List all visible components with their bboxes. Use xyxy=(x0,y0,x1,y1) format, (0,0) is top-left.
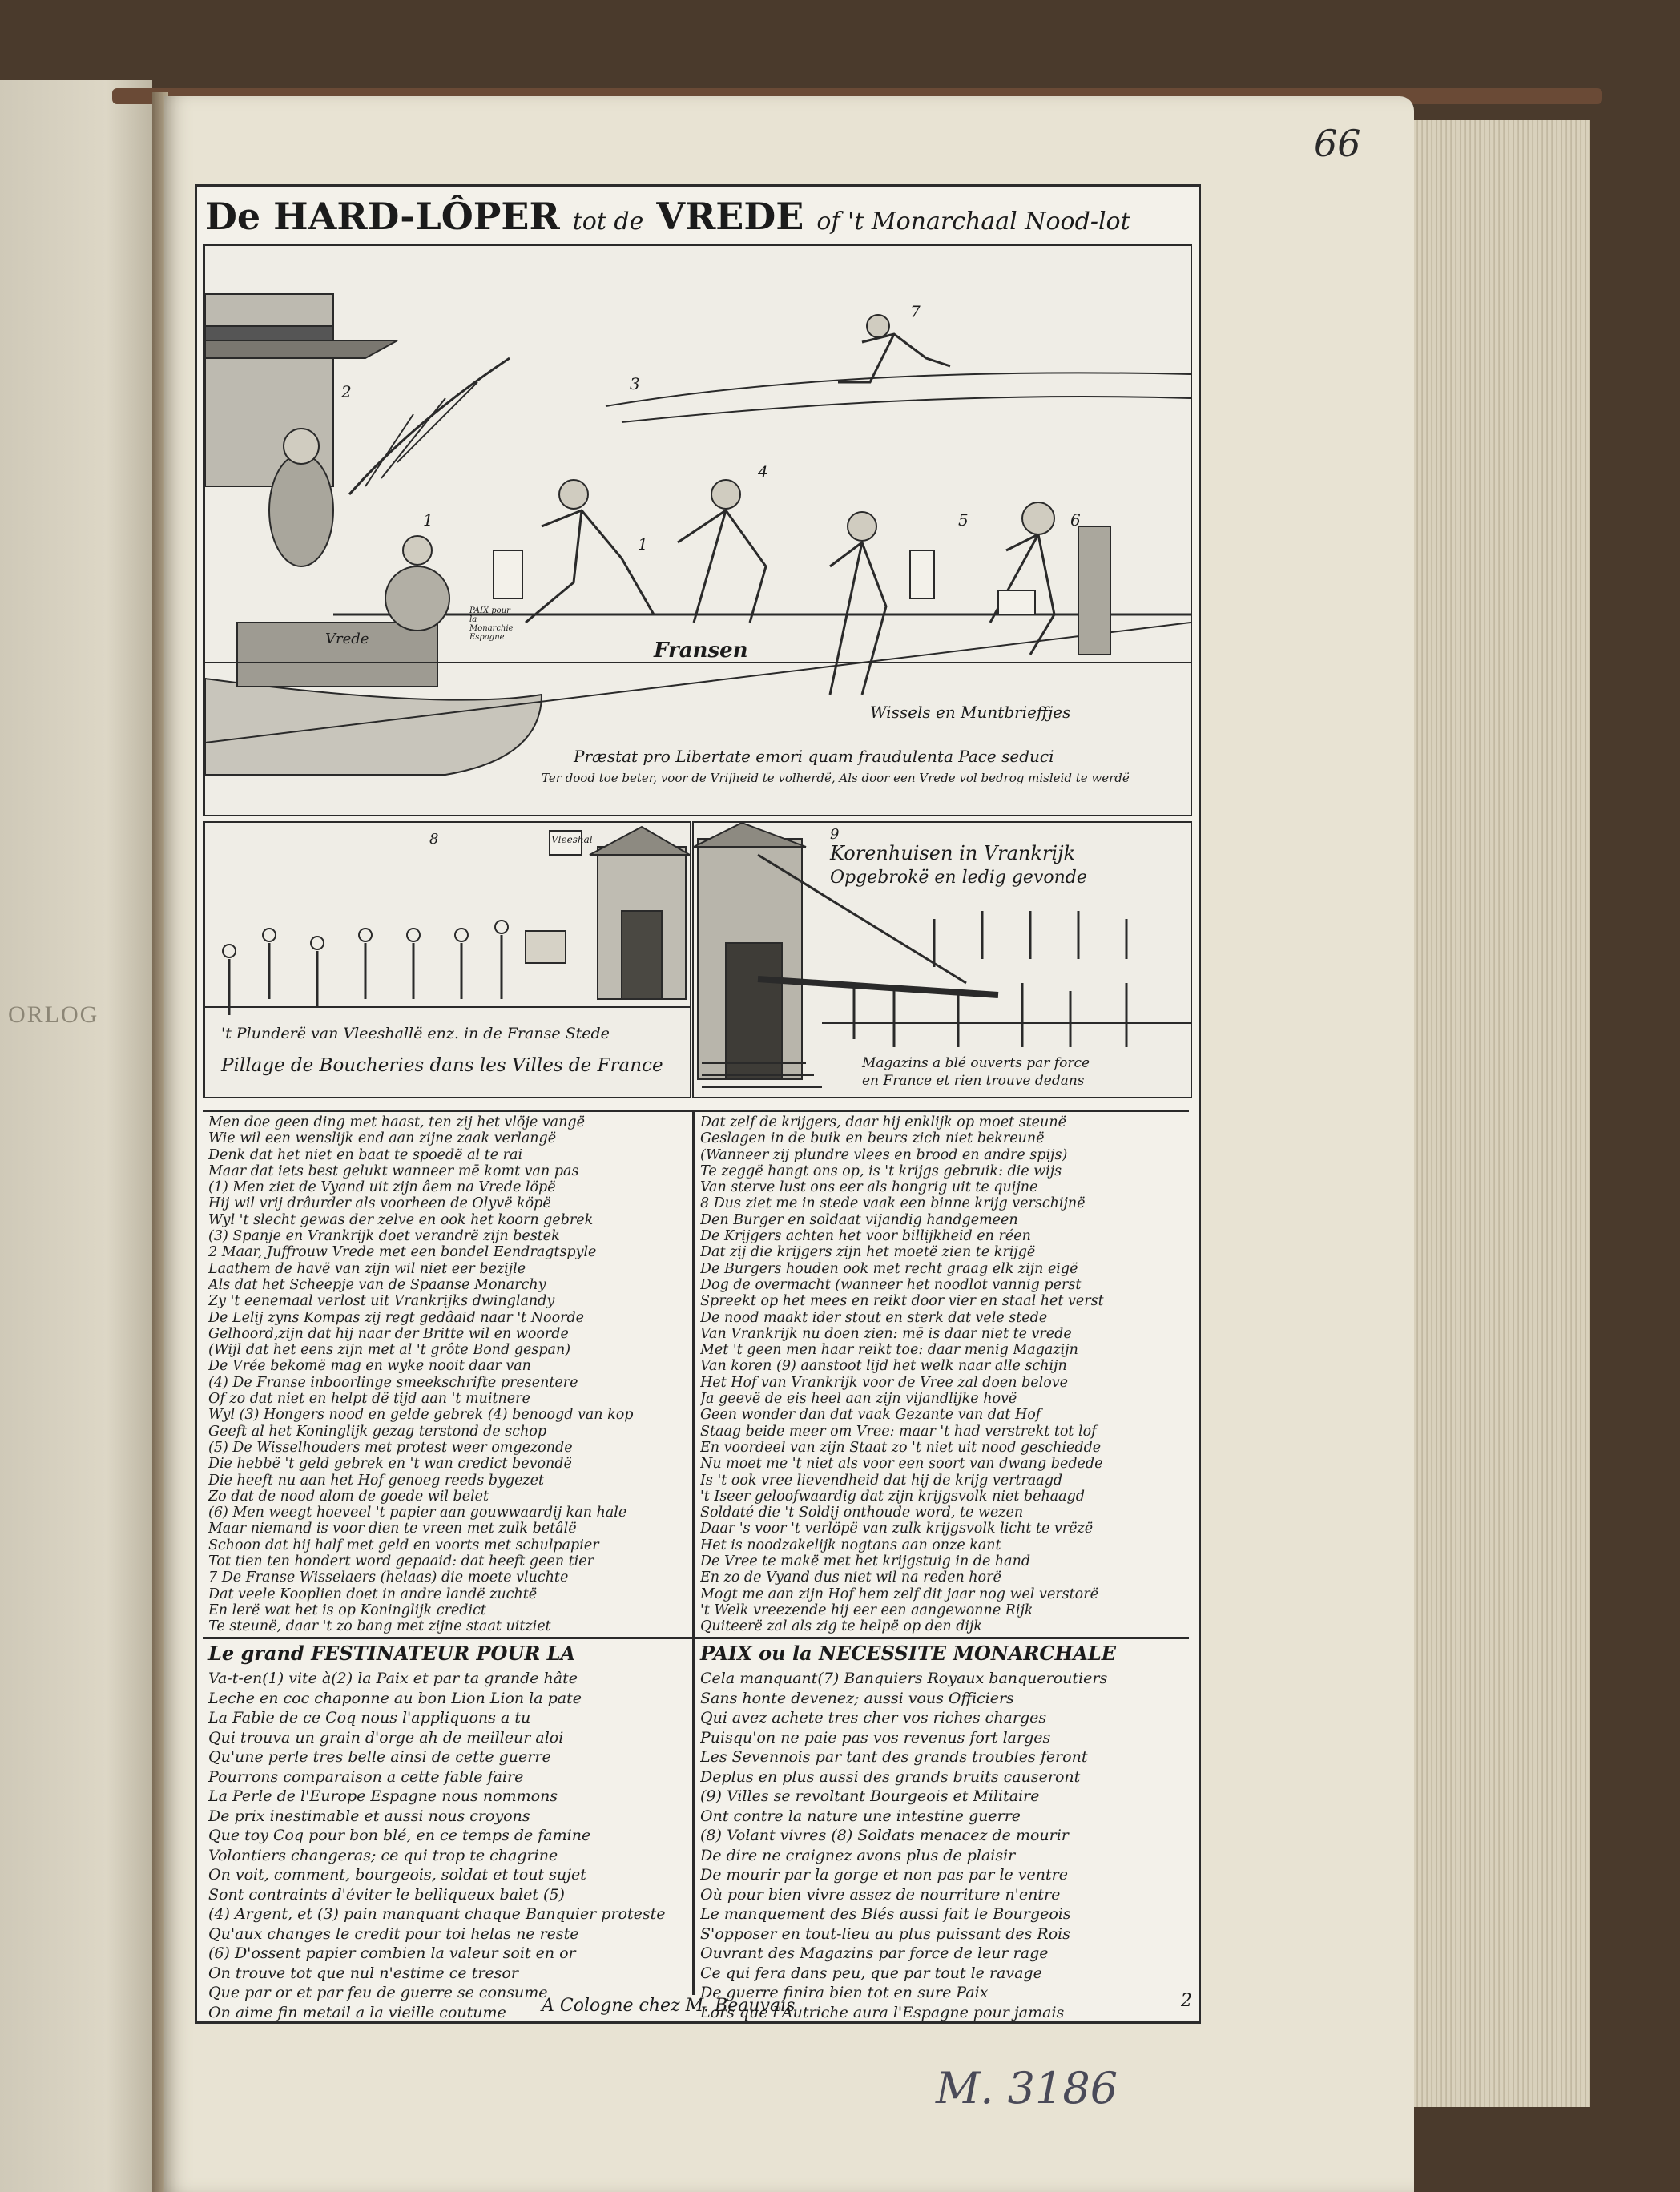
verse-line: Quiteerë zal als zig te helpë op den dijk xyxy=(700,1618,983,1635)
plunder-panel xyxy=(203,821,691,1098)
scene-number-5: 5 xyxy=(958,510,969,530)
verse-line: 8 Dus ziet me in stede vaak een binne krijg verschijnë xyxy=(700,1195,1086,1212)
verse-line: Va-t-en(1) vite à(2) la Paix et par ta grande hâte xyxy=(208,1670,578,1687)
verse-line: Te steunë, daar 't zo bang met zijne staat uitziet xyxy=(208,1618,551,1635)
engraved-print xyxy=(195,184,1201,2024)
column-divider xyxy=(692,1110,695,1995)
paix-paper-text: PAIX pour la Monarchie Espagne xyxy=(469,606,514,642)
scene-number-1: 1 xyxy=(423,510,433,530)
verse-line: Wyl 't slecht gewas der zelve en ook het koorn gebrek xyxy=(208,1211,594,1228)
fransen-label: Fransen xyxy=(654,639,748,663)
panel-9-number: 9 xyxy=(830,826,840,843)
verse-line: Les Sevennois par tant des grands troubles feront xyxy=(700,1748,1088,1766)
verse-line: Men doe geen ding met haast, ten zij het vlöje vangë xyxy=(208,1114,585,1130)
verse-line: (6) Men weegt hoeveel 't papier aan gouwwaardij kan hale xyxy=(208,1505,627,1521)
left-page-bleed-text: ORLOG xyxy=(8,1001,99,1028)
verse-line: De Krijgers achten het voor billijkheid en réen xyxy=(700,1228,1031,1245)
title-connector: tot de xyxy=(572,208,644,236)
french-verse-right xyxy=(700,1669,1185,2023)
dutch-verse-left xyxy=(208,1114,687,1635)
verse-line: Geen wonder dan dat vaak Gezante van dat Hof xyxy=(700,1407,1041,1424)
verse-line: La Perle de l'Europe Espagne nous nommons xyxy=(208,1787,558,1805)
korenhuisen-heading-1: Korenhuisen in Vrankrijk xyxy=(830,842,1076,864)
verse-line: Geslagen in de buik en beurs zich niet bekreunë xyxy=(700,1130,1045,1147)
plunder-caption-french: Pillage de Boucheries dans les Villes de France xyxy=(221,1055,663,1076)
verse-line: 't Iseer geloofwaardig dat zijn krijgsvolk niet behaagd xyxy=(700,1488,1086,1505)
verse-line: Pourrons comparaison a cette fable faire xyxy=(208,1767,524,1786)
verse-line: La Fable de ce Coq nous l'appliquons a tu xyxy=(208,1709,531,1727)
french-verse-left xyxy=(208,1669,687,2023)
verse-line: Gelhoord,zijn dat hij naar der Britte wil en woorde xyxy=(208,1325,569,1342)
verse-line: Deplus en plus aussi des grands bruits causeront xyxy=(700,1767,1081,1786)
verse-line: Nu moet me 't niet als voor een soort van dwang bedede xyxy=(700,1456,1103,1473)
verse-line: De Burgers houden ook met recht graag elk zijn eigë xyxy=(700,1260,1078,1277)
scene-number-6: 6 xyxy=(1070,510,1081,530)
verse-line: Den Burger en soldaat vijandig handgemeen xyxy=(700,1211,1018,1228)
verse-line: Ont contre la nature une intestine guerre xyxy=(700,1807,1021,1825)
verse-line: De dire ne craignez avons plus de plaisir xyxy=(700,1846,1016,1864)
verse-line: Tot tien ten hondert word gepaaid: dat heeft geen tier xyxy=(208,1553,594,1570)
verse-line: Dat zelf de krijgers, daar hij enklijk op moet steunë xyxy=(700,1114,1066,1130)
verse-line: Puisqu'on ne paie pas vos revenus fort larges xyxy=(700,1728,1051,1747)
verse-line: (6) D'ossent papier combien la valeur soit en or xyxy=(208,1944,576,1962)
motto-dutch: Ter dood toe beter, voor de Vrijheid te volherdë, Als door een Vrede vol bedrog misleid te werdë xyxy=(542,771,1130,785)
verse-line: Het is noodzakelijk nogtans aan onze kant xyxy=(700,1537,1001,1553)
verse-line: Die hebbë 't geld gebrek en 't wan credict bevondë xyxy=(208,1456,572,1473)
page-edges xyxy=(1414,120,1590,2107)
verse-line: Lors que l'Autriche aura l'Espagne pour jamais xyxy=(700,2003,1065,2021)
verse-line: Maar dat iets best gelukt wanneer mē komt van pas xyxy=(208,1162,579,1179)
french-heading-right: PAIX ou la NECESSITE MONARCHALE xyxy=(700,1642,1116,1665)
verse-line: 't Welk vreezende hij eer een aangewonne Rijk xyxy=(700,1602,1033,1618)
verse-line: (1) Men ziet de Vyand uit zijn âem na Vrede löpë xyxy=(208,1179,556,1196)
verse-line: Die heeft nu aan het Hof genoeg reeds bygezet xyxy=(208,1472,545,1489)
left-page xyxy=(0,80,152,2192)
korenhuisen-caption-1: Magazins a blé ouverts par force xyxy=(862,1055,1090,1071)
wissels-label: Wissels en Muntbrieffjes xyxy=(870,703,1071,722)
verse-line: En zo de Vyand dus niet wil na reden horë xyxy=(700,1569,1001,1586)
motto-latin: Præstat pro Libertate emori quam fraudulenta Pace seduci xyxy=(574,747,1054,766)
page-number: 66 xyxy=(1314,122,1361,165)
verse-line: Maar niemand is voor dien te vreen met zulk betâlë xyxy=(208,1521,577,1537)
verse-line: Que par or et par feu de guerre se consume xyxy=(208,1984,548,2001)
title-vrede: VREDE xyxy=(656,195,804,238)
verse-line: De guerre finira bien tot en sure Paix xyxy=(700,1984,989,2001)
verse-line: Staag beide meer om Vree: maar 't had verstrekt tot lof xyxy=(700,1423,1097,1440)
verse-line: De prix inestimable et aussi nous croyons xyxy=(208,1807,530,1825)
verse-line: On aime fin metail a la vieille coutume xyxy=(208,2003,506,2021)
verse-line: Zy 't eenemaal verlost uit Vrankrijks dwinglandy xyxy=(208,1293,555,1310)
french-heading-left: Le grand FESTINATEUR POUR LA xyxy=(208,1642,576,1665)
verse-line: Cela manquant(7) Banquiers Royaux banqueroutiers xyxy=(700,1670,1108,1687)
verse-line: (3) Spanje en Vrankrijk doet verandrë zijn bestek xyxy=(208,1228,560,1245)
verse-line: (8) Volant vivres (8) Soldats menacez de mourir xyxy=(700,1827,1069,1844)
vrede-label: Vrede xyxy=(325,631,369,647)
verse-line: Qu'une perle tres belle ainsi de cette guerre xyxy=(208,1748,551,1766)
verse-line: En voordeel van zijn Staat zo 't niet uit nood geschiedde xyxy=(700,1439,1102,1456)
sheet-number: 2 xyxy=(1181,1991,1192,2011)
verse-line: Qui trouva un grain d'orge ah de meilleur aloi xyxy=(208,1728,564,1747)
verse-line: On trouve tot que nul n'estime ce tresor xyxy=(208,1964,518,1982)
verse-line: Dog de overmacht (wanneer het noodlot vannig perst xyxy=(700,1276,1082,1293)
verse-line: De Lelij zyns Kompas zij regt gedâaid naar 't Noorde xyxy=(208,1309,585,1326)
divider-middle xyxy=(203,1637,1189,1639)
verse-line: Of zo dat niet en helpt dë tijd aan 't muitnere xyxy=(208,1391,530,1408)
korenhuisen-panel xyxy=(692,821,1192,1098)
verse-line: S'opposer en tout-lieu au plus puissant des Rois xyxy=(700,1924,1070,1943)
verse-line: Laathem de havë van zijn wil niet eer bezijle xyxy=(208,1260,526,1277)
verse-line: Zo dat de nood alom de goede wil belet xyxy=(208,1488,489,1505)
verse-line: Geeft al het Koninglijk gezag terstond de schop xyxy=(208,1423,547,1440)
verse-line: Qui avez achete tres cher vos riches charges xyxy=(700,1709,1047,1727)
verse-line: Van sterve lust ons eer als hongrig uit te quijne xyxy=(700,1179,1038,1196)
scene-number-1b: 1 xyxy=(638,534,648,554)
verse-line: Qu'aux changes le credit pour toi helas ne reste xyxy=(208,1924,579,1943)
divider-top xyxy=(203,1110,1189,1112)
verse-line: On voit, comment, bourgeois, soldat et tout sujet xyxy=(208,1866,586,1884)
verse-line: De nood maakt ider stout en sterk dat vele stede xyxy=(700,1309,1048,1326)
verse-line: Met 't geen men haar reikt toe: daar menig Magazijn xyxy=(700,1342,1078,1359)
verse-line: En lerë wat het is op Koninglijk credict xyxy=(208,1602,486,1618)
verse-line: Ja geevë de eis heel aan zijn vijandlijke hovë xyxy=(700,1391,1017,1408)
imprint: A Cologne chez M. Beauvais xyxy=(542,1996,796,2016)
verse-line: 2 Maar, Juffrouw Vrede met een bondel Eendragtspyle xyxy=(208,1244,597,1261)
verse-line: De mourir par la gorge et non pas par le ventre xyxy=(700,1866,1068,1884)
verse-line: (4) De Franse inboorlinge smeekschrifte presentere xyxy=(208,1374,578,1391)
verse-line: Volontiers changeras; ce qui trop te chagrine xyxy=(208,1846,558,1864)
verse-line: Als dat het Scheepje van de Spaanse Monarchy xyxy=(208,1276,546,1293)
verse-line: 7 De Franse Wisselaers (helaas) die moete vluchte xyxy=(208,1569,569,1586)
title-subtitle: of 't Monarchaal Nood-lot xyxy=(816,208,1130,236)
scene-number-7: 7 xyxy=(910,302,921,321)
verse-line: Denk dat het niet en baat te spoedë al te rai xyxy=(208,1146,523,1163)
verse-line: Ouvrant des Magazins par force de leur rage xyxy=(700,1944,1049,1962)
verse-line: Van koren (9) aanstoot lijd het welk naar alle schijn xyxy=(700,1358,1067,1375)
verse-line: (Wijl dat het eens zijn met al 't grôte Bond gespan) xyxy=(208,1342,571,1359)
verse-line: Wyl (3) Hongers nood en gelde gebrek (4) benoogd van kop xyxy=(208,1407,634,1424)
verse-line: (Wanneer zij plundre vlees en brood en andre spijs) xyxy=(700,1146,1068,1163)
verse-line: Te zeggë hangt ons op, is 't krijgs gebruik: die wijs xyxy=(700,1162,1062,1179)
verse-line: Schoon dat hij half met geld en voorts met schulpapier xyxy=(208,1537,599,1553)
verse-line: (5) De Wisselhouders met protest weer omgezonde xyxy=(208,1439,573,1456)
korenhuisen-caption-2: en France et rien trouve dedans xyxy=(862,1073,1085,1089)
verse-line: (9) Villes se revoltant Bourgeois et Militaire xyxy=(700,1787,1040,1805)
verse-line: Sont contraints d'éviter le belliqueux balet (5) xyxy=(208,1885,565,1904)
verse-line: Sans honte devenez; aussi vous Officiers xyxy=(700,1689,1014,1707)
verse-line: De Vree te makë met het krijgstuig in de hand xyxy=(700,1553,1031,1570)
main-scene-panel xyxy=(203,244,1192,816)
plunder-caption-dutch: 't Plunderë van Vleeshallë enz. in de Franse Stede xyxy=(221,1025,610,1042)
verse-line: Où pour bien vivre assez de nourriture n'entre xyxy=(700,1885,1061,1904)
verse-line: Soldaté die 't Soldij onthoude word, te wezen xyxy=(700,1505,1024,1521)
panel-8-number: 8 xyxy=(429,831,439,848)
verse-line: Spreekt op het mees en reikt door vier en staal het verst xyxy=(700,1293,1104,1310)
print-title xyxy=(197,195,1207,243)
vleeshal-flag: Vleeshal xyxy=(551,834,593,845)
scene-number-2: 2 xyxy=(341,382,352,401)
scene-number-3: 3 xyxy=(630,374,640,393)
verse-line: Le manquement des Blés aussi fait le Bourgeois xyxy=(700,1905,1071,1923)
verse-line: Que toy Coq pour bon blé, en ce temps de famine xyxy=(208,1827,591,1844)
title-main: De HARD-LÔPER xyxy=(205,195,560,238)
verse-line: Wie wil een wenslijk end aan zijne zaak verlangë xyxy=(208,1130,557,1147)
verse-line: Dat zij die krijgers zijn het moetë zien te krijgë xyxy=(700,1244,1036,1261)
verse-line: Ce qui fera dans peu, que par tout le ravage xyxy=(700,1964,1042,1982)
verse-line: Daar 's voor 't verlöpë van zulk krijgsvolk licht te vrëzë xyxy=(700,1521,1094,1537)
verse-line: Mogt me aan zijn Hof hem zelf dit jaar nog wel verstorë xyxy=(700,1586,1098,1602)
verse-line: Het Hof van Vrankrijk voor de Vree zal doen belove xyxy=(700,1374,1069,1391)
main-scene-drawing xyxy=(205,246,1191,815)
dutch-verse-right xyxy=(700,1114,1185,1635)
scene-number-4: 4 xyxy=(758,462,768,482)
verse-line: (4) Argent, et (3) pain manquant chaque Banquier proteste xyxy=(208,1905,666,1923)
verse-line: Is 't ook vree lievendheid dat hij de krijg vertraagd xyxy=(700,1472,1063,1489)
korenhuisen-heading-2: Opgebrokë en ledig gevonde xyxy=(830,868,1087,888)
verse-line: Dat veele Kooplien doet in andre landë zuchtë xyxy=(208,1586,538,1602)
verse-line: De Vrée bekomë mag en wyke nooit daar van xyxy=(208,1358,531,1375)
verse-line: Leche en coc chaponne au bon Lion Lion la pate xyxy=(208,1689,582,1707)
verse-line: Van Vrankrijk nu doen zien: mē is daar niet te vrede xyxy=(700,1325,1072,1342)
verse-line: Hij wil vrij drâurder als voorheen de Olyvë köpë xyxy=(208,1195,551,1212)
shelfmark: M. 3186 xyxy=(936,2063,1118,2113)
